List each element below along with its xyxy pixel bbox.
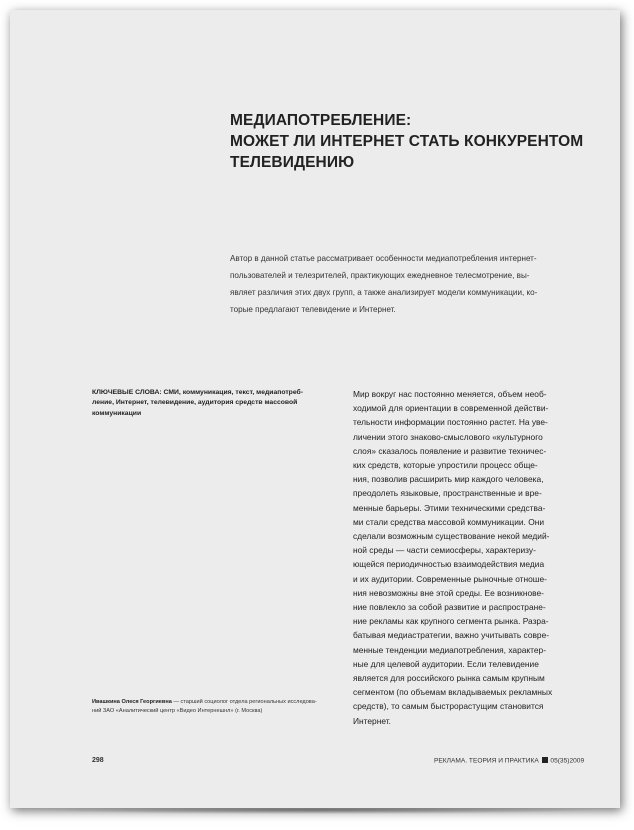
body-line: сегментом (по объемам вкладываемых рекламных bbox=[353, 687, 553, 698]
body-line: ные для целевой аудитории. Если телевидение bbox=[353, 658, 539, 669]
body-line: Интернет. bbox=[353, 715, 391, 726]
keywords-line: коммуникации bbox=[92, 409, 142, 417]
body-line: является для российского рынка самым крупным bbox=[353, 673, 545, 684]
body-line: ми стали средства массовой коммуникации. Они bbox=[353, 516, 545, 527]
page-number: 298 bbox=[92, 757, 104, 764]
body-line: ние повлекло за собой развитие и распростране- bbox=[353, 602, 546, 613]
body-line: ние рекламы как крупного сегмента рынка. Разра- bbox=[353, 616, 549, 627]
body-line: ходимой для ориентации в современной действи- bbox=[353, 403, 549, 414]
keywords-line: ление, Интернет, телевидение, аудитория средств массовой bbox=[92, 399, 298, 407]
body-line: ной среды — части семиосферы, характеризу- bbox=[353, 545, 536, 556]
journal-name: РЕКЛАМА. ТЕОРИЯ И ПРАКТИКА bbox=[434, 757, 539, 765]
keywords-block bbox=[92, 388, 340, 419]
author-line bbox=[92, 698, 352, 707]
title-line: МОЖЕТ ЛИ ИНТЕРНЕТ СТАТЬ КОНКУРЕНТОМ bbox=[230, 133, 584, 150]
body-line: слоя» сказалось появление и развитие техничес- bbox=[353, 445, 547, 456]
body-line: ния невозможны вне этой среды. Ее возникнове- bbox=[353, 587, 544, 598]
abstract-line: пользователей и телезрителей, практикующих ежедневное телесмотрение, вы- bbox=[230, 271, 530, 280]
journal-issue: 05(35)2009 bbox=[550, 757, 585, 765]
body-line: менные тенденции медиапотребления, характер- bbox=[353, 644, 546, 655]
author-name: Ивашкина Олеся Георгиевна bbox=[92, 699, 172, 705]
article-title bbox=[230, 110, 590, 173]
abstract-line: Автор в данной статье рассматривает особенности медиапотребления интернет- bbox=[230, 254, 537, 263]
keywords-line: КЛЮЧЕВЫЕ СЛОВА: СМИ, коммуникация, текст, медиапотреб- bbox=[92, 389, 303, 396]
body-line: менные барьеры. Этими техническими средства- bbox=[353, 502, 546, 513]
author-description: — старший социолог отдела региональных исследова- bbox=[171, 699, 317, 705]
abstract-line: являет различия этих двух групп, а также анализирует модели коммуникации, ко- bbox=[230, 288, 538, 297]
square-bullet-icon bbox=[542, 757, 548, 763]
body-line: ющейся периодичностью взаимодействия медиа bbox=[353, 559, 545, 570]
body-line: Мир вокруг нас постоянно меняется, объем необ- bbox=[353, 389, 547, 399]
body-line: батывая медиастратегии, важно учитывать совре- bbox=[353, 630, 550, 641]
article-abstract bbox=[230, 250, 592, 318]
title-line: МЕДИАПОТРЕБЛЕНИЕ: bbox=[230, 112, 412, 129]
journal-footer bbox=[434, 757, 584, 765]
body-line: тельности информации постоянно растет. На уве- bbox=[353, 417, 548, 428]
body-line: ких средств, которые упростили процесс обще- bbox=[353, 460, 538, 471]
author-info bbox=[92, 698, 352, 716]
body-line: и их аудитории. Современные рыночные отноше- bbox=[353, 573, 547, 584]
body-line: сделали возможным существование некой медий- bbox=[353, 531, 550, 542]
body-line: средств), то самым быстрорастущим становится bbox=[353, 701, 544, 712]
title-line: ТЕЛЕВИДЕНИЮ bbox=[230, 154, 355, 171]
author-description-cont: ний ЗАО «Аналитический центр «Видео Интернешнл» (г. Москва) bbox=[92, 708, 263, 714]
article-body bbox=[353, 387, 598, 728]
body-line: личении этого знаково-смыслового «культурного bbox=[353, 431, 543, 442]
abstract-line: торые предлагают телевидение и Интернет. bbox=[230, 305, 396, 314]
body-line: преодолеть языковые, пространственные и вре- bbox=[353, 488, 542, 499]
journal-page bbox=[10, 10, 620, 808]
body-line: ния, позволив расширить мир каждого человека, bbox=[353, 474, 544, 485]
